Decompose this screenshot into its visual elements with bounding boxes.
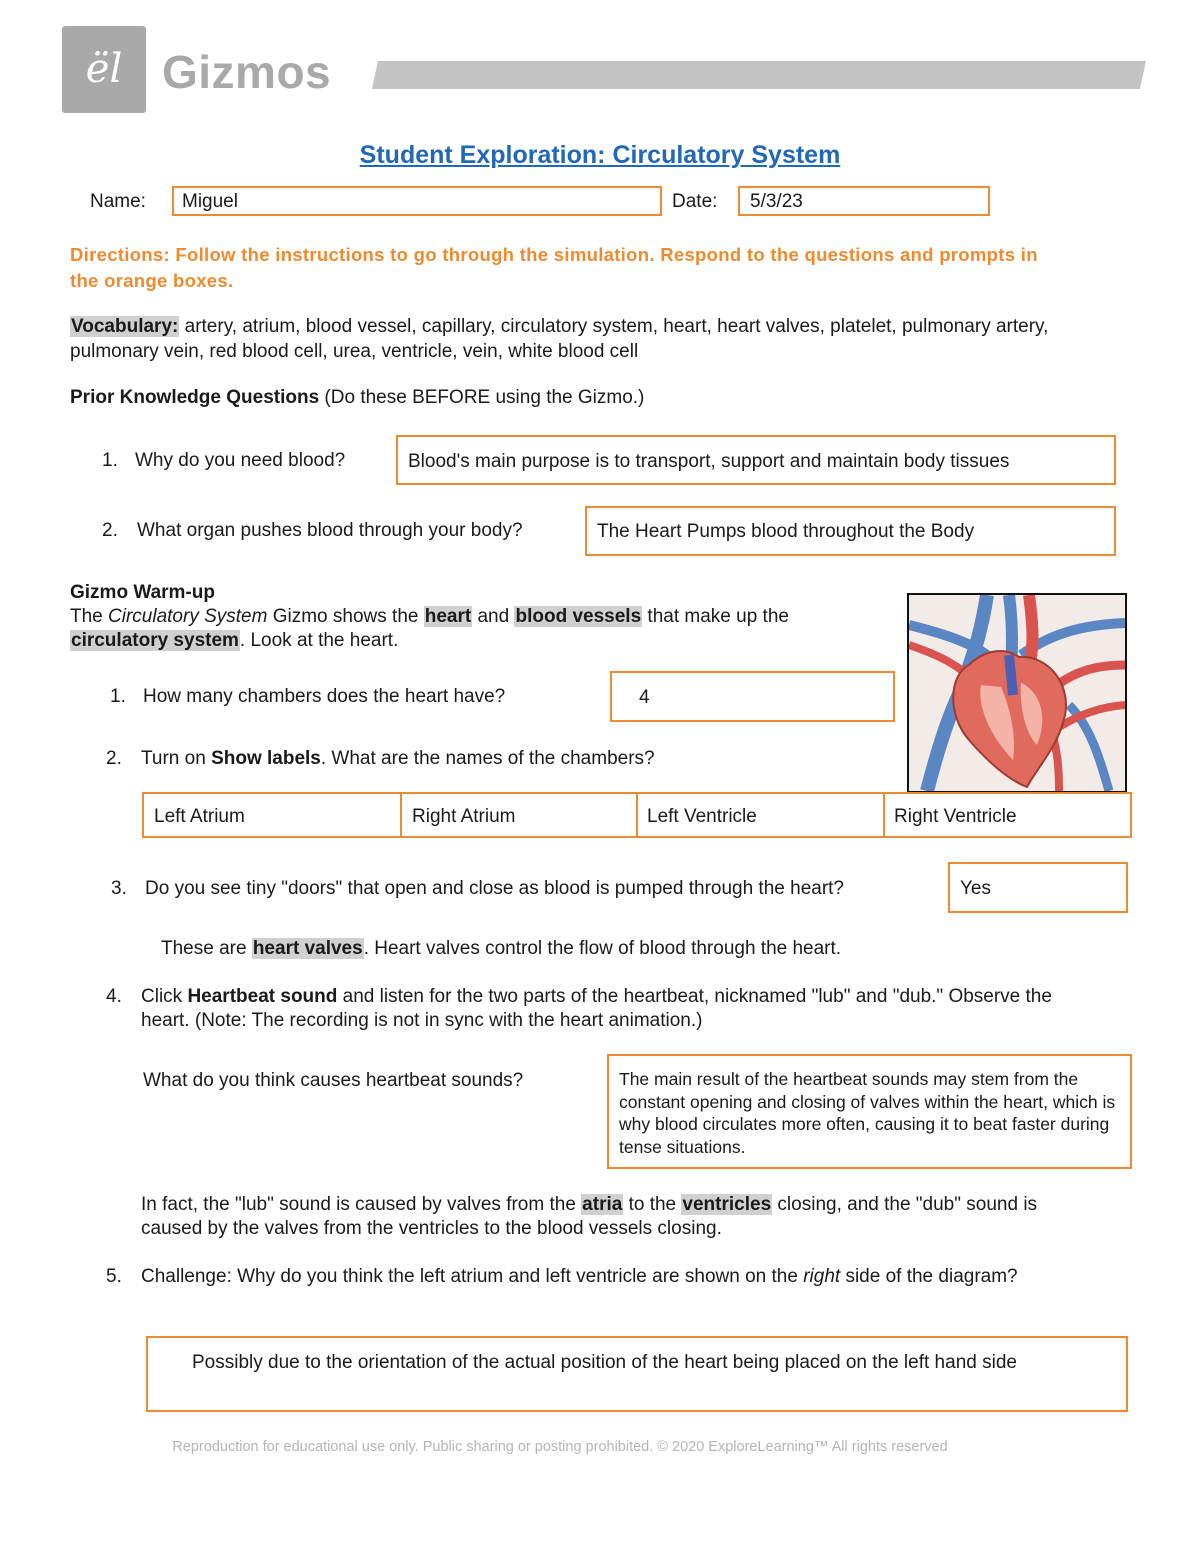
chamber-box-4[interactable]: [883, 792, 1132, 838]
chamber-box-1[interactable]: [142, 792, 402, 838]
warmup-q1-text: How many chambers does the heart have?: [143, 686, 506, 707]
fact-text: In fact, the "lub" sound is caused by valves from the: [141, 1194, 582, 1215]
question-number: 3.: [111, 878, 127, 899]
copyright-footer: Reproduction for educational use only. Public sharing or posting prohibited. © 2020 ExploreLearning™ All rights reserved: [172, 1439, 948, 1455]
fact-text: closing, and the "dub" sound is caused by the valves from the ventricles to the blood vessels closing.: [141, 1194, 1038, 1239]
highlight-heart: heart: [424, 606, 472, 627]
intro-text: The: [70, 606, 109, 627]
question-number: 5.: [106, 1266, 122, 1287]
q5-right: right: [803, 1266, 841, 1287]
warmup-heading: Gizmo Warm-up: [70, 582, 215, 603]
q2-show-labels: Show labels: [211, 748, 321, 769]
highlight-circulatory-system: circulatory system: [71, 630, 239, 651]
q5-text: side of the diagram?: [840, 1266, 1018, 1287]
intro-text: . Look at the heart.: [239, 630, 399, 651]
note-text: . Heart valves control the flow of blood through the heart.: [363, 938, 842, 959]
chamber-1: Left Atrium: [154, 806, 245, 827]
chamber-2: Right Atrium: [412, 806, 516, 827]
intro-text: and: [472, 606, 515, 627]
warmup-q5-text: [141, 1265, 1061, 1289]
brand-name: Gizmos: [162, 46, 332, 98]
q4-heartbeat-sound: Heartbeat sound: [187, 986, 338, 1007]
prior-knowledge-heading: [70, 386, 644, 410]
prior-note: (Do these BEFORE using the Gizmo.): [319, 387, 645, 408]
date-value: 5/3/23: [750, 191, 803, 212]
chamber-box-2[interactable]: [400, 792, 638, 838]
highlight-atria: atria: [582, 1194, 623, 1215]
warmup-q4-subquestion: What do you think causes heartbeat sounds?: [143, 1070, 524, 1091]
heart-illustration: [907, 593, 1127, 793]
warmup-q3-answer: Yes: [960, 878, 991, 899]
warmup-q4-answer: The main result of the heartbeat sounds may stem from the constant opening and closing of valves within the heart, which is why blood circulates more often, causing it to beat faster during tense situations.: [619, 1069, 1116, 1157]
warmup-q1-answer-box[interactable]: [610, 671, 895, 722]
prior-q2-text: What organ pushes blood through your body?: [137, 520, 523, 541]
date-field[interactable]: [738, 186, 990, 216]
note-text: These are: [161, 938, 252, 959]
prior-heading: Prior Knowledge Questions: [70, 387, 320, 408]
warmup-q5-answer-box[interactable]: [146, 1336, 1128, 1412]
fact-text: to the: [623, 1194, 682, 1215]
q2-text: Turn on: [141, 748, 212, 769]
lub-dub-fact: [141, 1193, 1101, 1241]
name-label: Name:: [90, 191, 146, 212]
chamber-3: Left Ventricle: [647, 806, 757, 827]
vocab-text: artery, atrium, blood vessel, capillary, circulatory system, heart, heart valves, platelet, pulmonary artery, pulmonary vein, red blood cell, urea, ventricle, vein, white blood cell: [70, 316, 1049, 362]
warmup-q5-answer: Possibly due to the orientation of the actual position of the heart being placed on the left hand side: [192, 1352, 1017, 1373]
warmup-intro: [70, 605, 890, 653]
warmup-q3-text: Do you see tiny "doors" that open and close as blood is pumped through the heart?: [145, 878, 845, 899]
prior-q1-answer-box[interactable]: [396, 435, 1116, 485]
question-number: 1.: [102, 450, 118, 471]
heart-valves-note: [161, 937, 841, 961]
page-title: Student Exploration: Circulatory System: [359, 141, 841, 169]
q4-text: Click: [141, 986, 188, 1007]
date-label: Date:: [672, 191, 718, 212]
name-field[interactable]: [172, 186, 662, 216]
q2-text: . What are the names of the chambers?: [320, 748, 655, 769]
heart-diagram-icon: [909, 595, 1125, 791]
prior-q2-answer-box[interactable]: [585, 506, 1116, 556]
prior-q1-text: Why do you need blood?: [135, 450, 346, 471]
chamber-box-3[interactable]: [636, 792, 885, 838]
name-value: Miguel: [182, 191, 238, 212]
intro-text: that make up the: [642, 606, 789, 627]
highlight-heart-valves: heart valves: [252, 938, 363, 959]
warmup-q4-answer-box[interactable]: [607, 1054, 1132, 1169]
question-number: 1.: [110, 686, 126, 707]
question-number: 4.: [106, 986, 122, 1007]
intro-text: Gizmo shows the: [267, 606, 424, 627]
warmup-q4-text: [141, 985, 1061, 1033]
vocab-label: Vocabulary:: [71, 316, 179, 337]
question-number: 2.: [102, 520, 118, 541]
vocabulary: [70, 314, 1140, 364]
warmup-q3-answer-box[interactable]: [948, 862, 1128, 913]
warmup-q1-answer: 4: [639, 687, 650, 708]
warmup-q2-text: [141, 747, 655, 771]
q5-text: Challenge: Why do you think the left atrium and left ventricle are shown on the: [141, 1266, 804, 1287]
highlight-ventricles: ventricles: [682, 1194, 772, 1215]
highlight-blood-vessels: blood vessels: [515, 606, 642, 627]
intro-gizmo-name: Circulatory System: [108, 606, 268, 627]
prior-q2-answer: The Heart Pumps blood throughout the Body: [597, 521, 975, 542]
q4-text: and listen for the two parts of the heartbeat, nicknamed "lub" and "dub." Observe the heart. (Note: The recording is not in sync with the heart animation.): [141, 986, 1052, 1031]
question-number: 2.: [106, 748, 122, 769]
explorelearning-logo-icon: ël: [85, 46, 123, 92]
directions: Directions: Follow the instructions to go through the simulation. Respond to the questions and prompts in the orange boxes.: [70, 244, 1038, 291]
header-bar: [372, 61, 1146, 89]
prior-q1-answer: Blood's main purpose is to transport, support and maintain body tissues: [408, 451, 1010, 472]
chamber-4: Right Ventricle: [894, 806, 1017, 827]
